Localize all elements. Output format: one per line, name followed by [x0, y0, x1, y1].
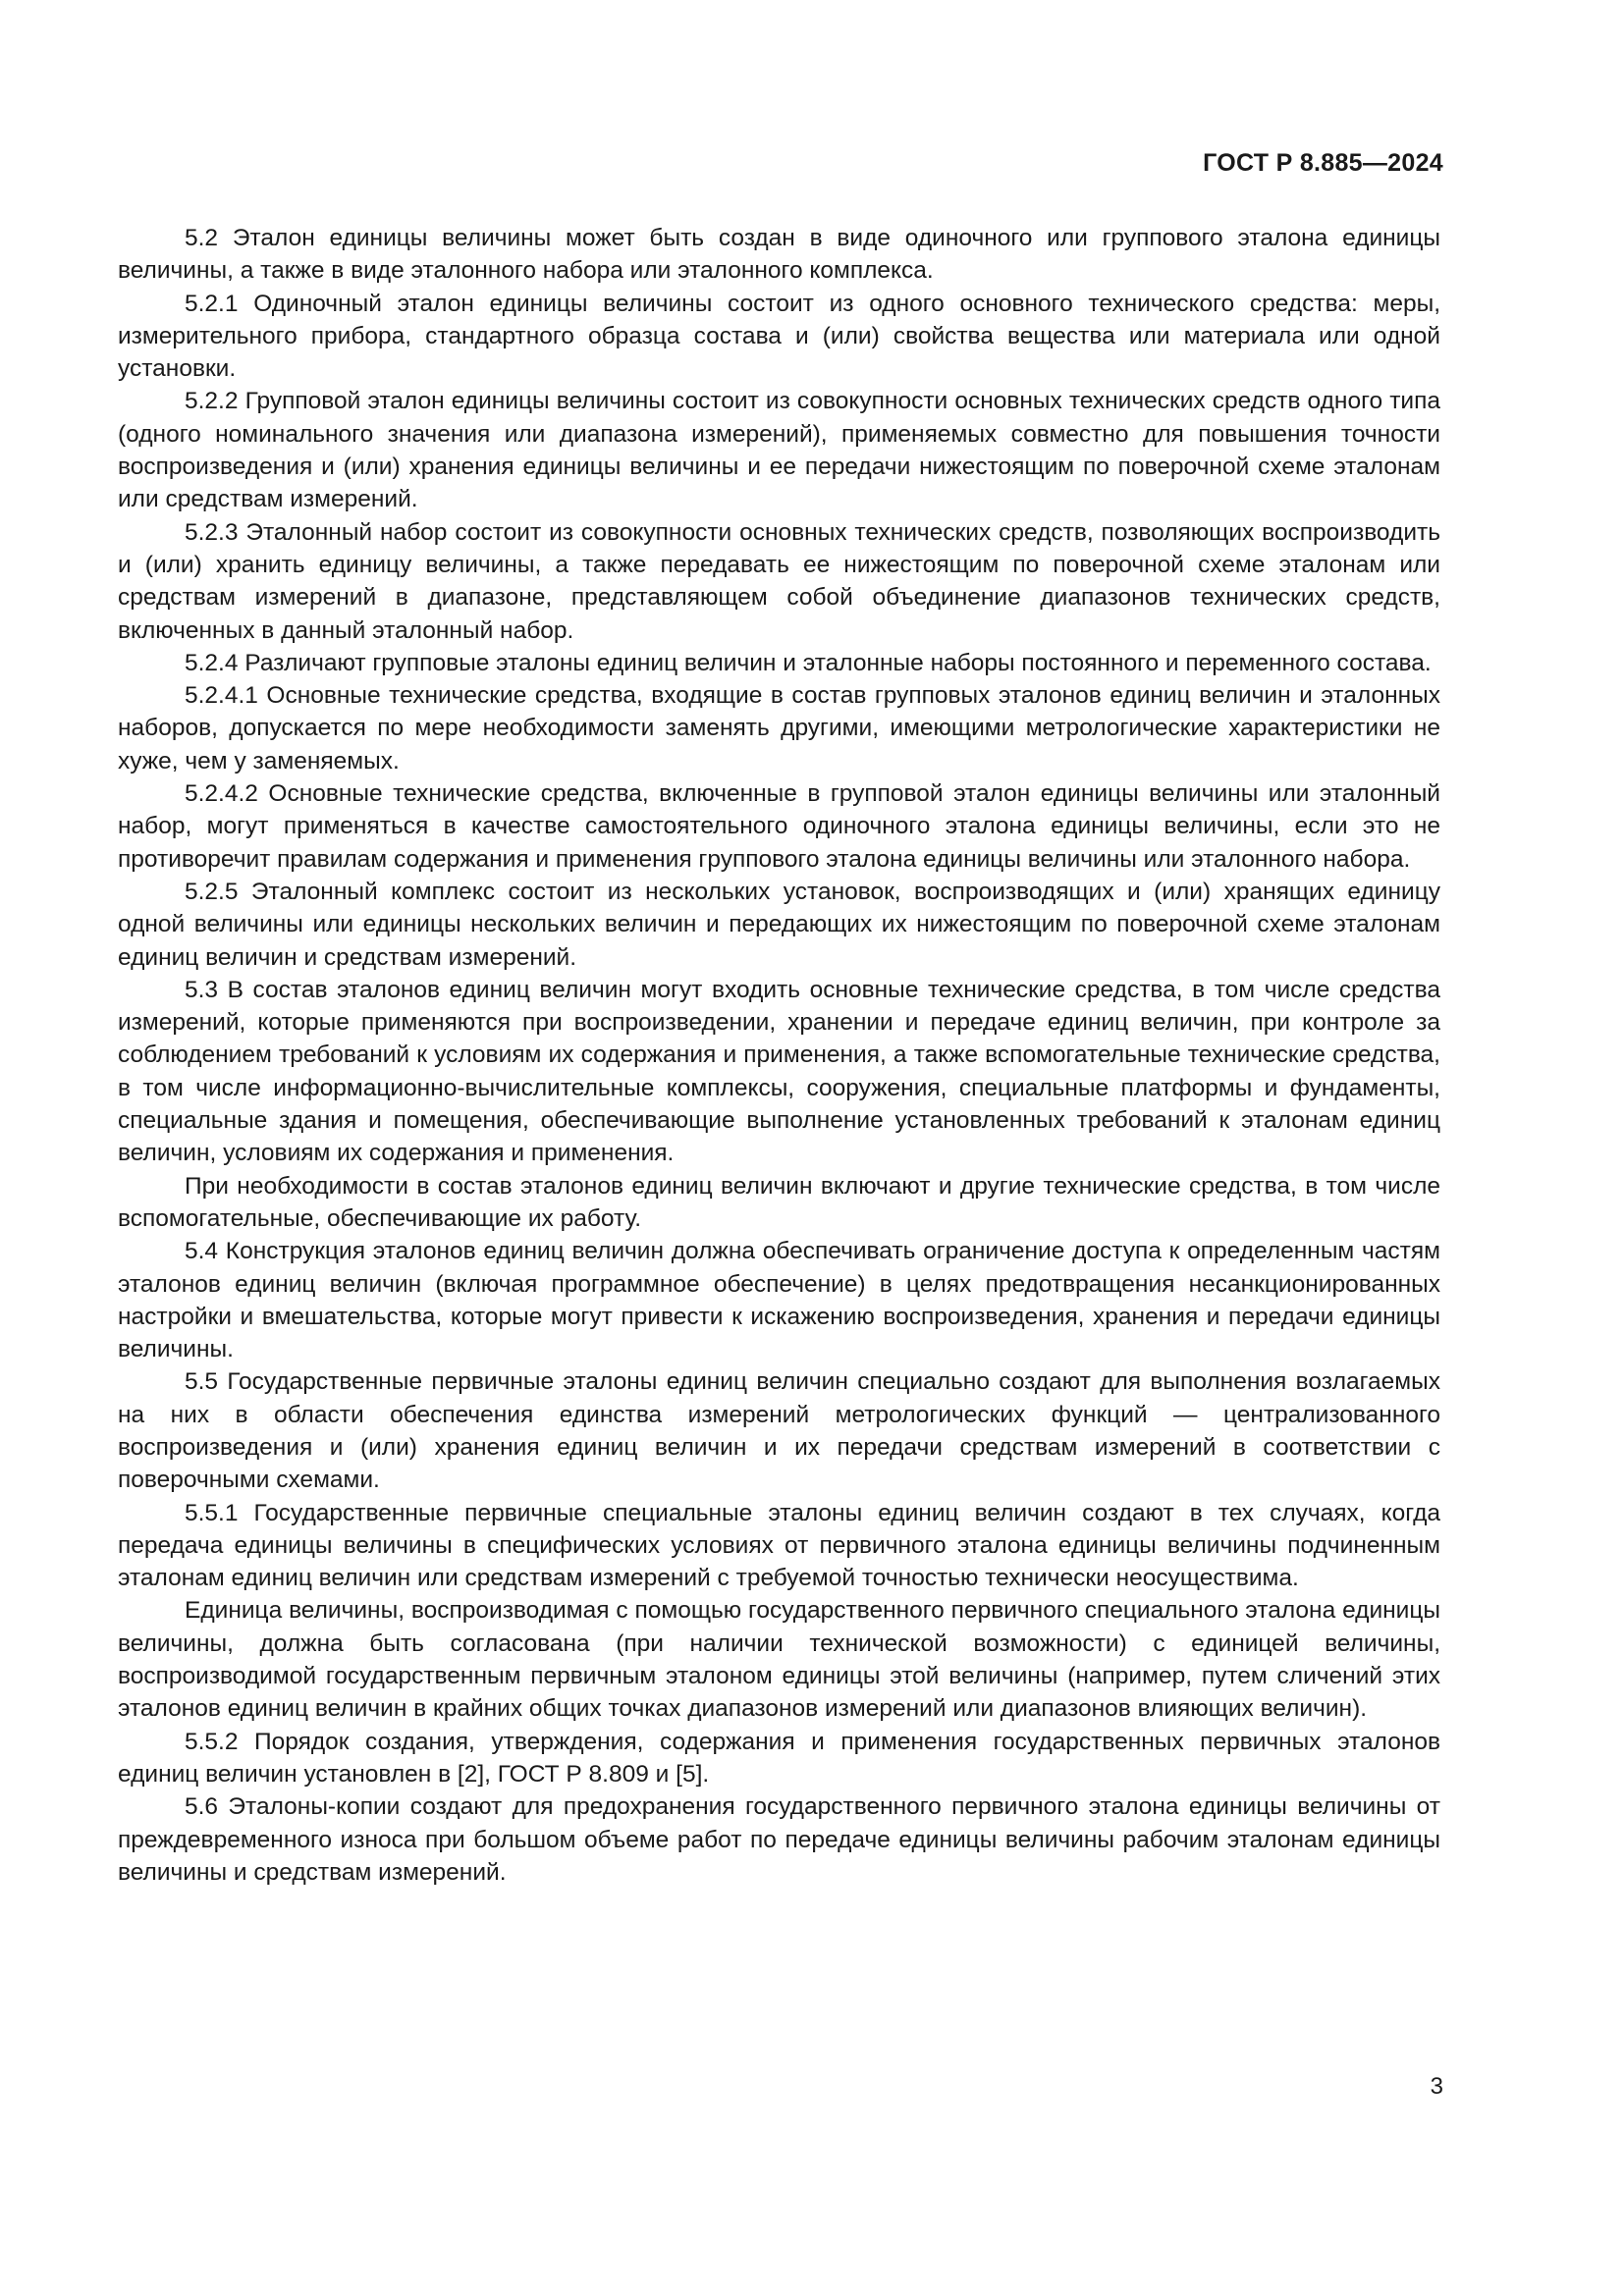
- document-code-header: ГОСТ Р 8.885—2024: [1203, 149, 1443, 177]
- paragraph-5-6: 5.6 Эталоны-копии создают для предохранения государственного первичного эталона единицы величины от преждевременного износа при большом объеме работ по передаче единицы величины рабочим эталонам единицы величины и средствам измерений.: [118, 1793, 1440, 1886]
- paragraph-5-4: 5.4 Конструкция эталонов единиц величин должна обеспечивать ограничение доступа к определенным частям эталонов единиц величин (включая программное обеспечение) в целях предотвращения несанкционированных настройки и вмешательства, которые могут привести к искажению воспроизведения, хранения и передачи единицы величины.: [118, 1238, 1440, 1363]
- document-body: [118, 222, 1440, 1889]
- paragraph-5-5-2: 5.5.2 Порядок создания, утверждения, содержания и применения государственных первичных эталонов единиц величин установлен в [2], ГОСТ Р 8.809 и [5].: [118, 1728, 1440, 1788]
- paragraph-5-2-2: 5.2.2 Групповой эталон единицы величины состоит из совокупности основных технических средств одного типа (одного номинального значения или диапазона измерений), применяемых совместно для повышения точности воспроизведения и (или) хранения единицы величины и ее передачи нижестоящим по поверочной схеме эталонам или средствам измерений.: [118, 388, 1440, 513]
- page-number: 3: [1430, 2073, 1443, 2100]
- paragraph-5-2-4: 5.2.4 Различают групповые эталоны единиц величин и эталонные наборы постоянного и переменного состава.: [185, 649, 1432, 676]
- paragraph-5-2-5: 5.2.5 Эталонный комплекс состоит из нескольких установок, воспроизводящих и (или) хранящих единицу одной величины или единицы нескольких величин и передающих их нижестоящим по поверочной схеме эталонам единиц величин и средствам измерений.: [118, 878, 1440, 971]
- paragraph-5-2-1: 5.2.1 Одиночный эталон единицы величины состоит из одного основного технического средства: меры, измерительного прибора, стандартного образца состава и (или) свойства вещества или материала или одной установки.: [118, 290, 1440, 383]
- paragraph-5-2-3: 5.2.3 Эталонный набор состоит из совокупности основных технических средств, позволяющих воспроизводить и (или) хранить единицу величины, а также передавать ее нижестоящим по поверочной схеме эталонам или средствам измерений в диапазоне, представляющем собой объединение диапазонов технических средств, включенных в данный эталонный набор.: [118, 518, 1440, 644]
- paragraph-5-5: 5.5 Государственные первичные эталоны единиц величин специально создают для выполнения возлагаемых на них в области обеспечения единства измерений метрологических функций — централизованного воспроизведения и (или) хранения единиц величин и их передачи средствам измерений в соответствии с поверочными схемами.: [118, 1368, 1440, 1494]
- paragraph-5-5-1: 5.5.1 Государственные первичные специальные эталоны единиц величин создают в тех случаях, когда передача единицы величины в специфических условиях от первичного эталона единицы величины подчиненным эталонам единиц величин или средствам измерений с требуемой точностью технически неосуществима.: [118, 1499, 1440, 1592]
- paragraph-5-2-4-1: 5.2.4.1 Основные технические средства, входящие в состав групповых эталонов единиц величин и эталонных наборов, допускается по мере необходимости заменять другими, имеющими метрологические характеристики не хуже, чем у заменяемых.: [118, 682, 1440, 774]
- paragraph-5-3: 5.3 В состав эталонов единиц величин могут входить основные технические средства, в том числе средства измерений, которые применяются при воспроизведении, хранении и передаче единиц величин, при контроле за соблюдением требований к условиям их содержания и применения, а также вспомогательные технические средства, в том числе информационно-вычислительные комплексы, сооружения, специальные платформы и фундаменты, специальные здания и помещения, обеспечивающие выполнение установленных требований к эталонам единиц величин, условиям их содержания и применения.: [118, 976, 1440, 1167]
- paragraph-5-5-1-note: Единица величины, воспроизводимая с помощью государственного первичного специального эталона единицы величины, должна быть согласована (при наличии технической возможности) с единицей величины, воспроизводимой государственным первичным эталоном единицы этой величины (например, путем сличений этих эталонов единиц величин в крайних общих точках диапазонов измерений или диапазонов влияющих величин).: [118, 1597, 1440, 1723]
- paragraph-5-2-4-2: 5.2.4.2 Основные технические средства, включенные в групповой эталон единицы величины или эталонный набор, могут применяться в качестве самостоятельного одиночного эталона единицы величины, если это не противоречит правилам содержания и применения группового эталона единицы величины или эталонного набора.: [118, 780, 1440, 873]
- paragraph-5-3-note: При необходимости в состав эталонов единиц величин включают и другие технические средства, в том числе вспомогательные, обеспечивающие их работу.: [118, 1172, 1440, 1232]
- paragraph-5-2: 5.2 Эталон единицы величины может быть создан в виде одиночного или группового эталона единицы величины, а также в виде эталонного набора или эталонного комплекса.: [118, 225, 1440, 285]
